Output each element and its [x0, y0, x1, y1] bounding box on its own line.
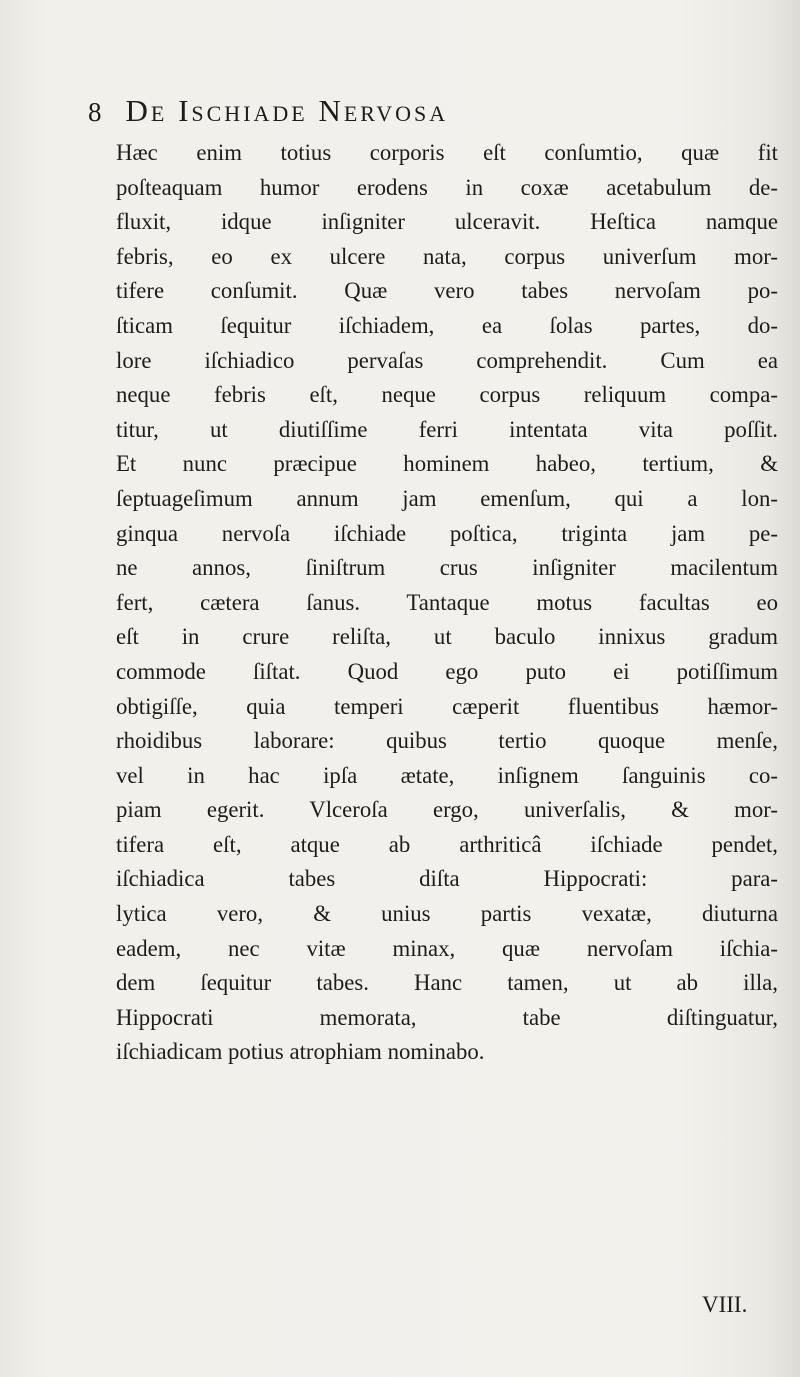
catchword: VIII.: [702, 1292, 748, 1317]
text-line: Hæc enim totius corporis eſt conſumtio, quæ fit: [116, 140, 778, 165]
text-line: ginqua nervoſa iſchiade poſtica, triginta jam pe-: [116, 520, 778, 546]
text-line: piam egerit. Vlceroſa ergo, univerſalis, & mor-: [116, 797, 778, 823]
text-line: eſt in crure reliſta, ut baculo innixus gradum: [116, 624, 778, 650]
text-line: Hippocrati memorata, tabe diſtinguatur,: [116, 1004, 778, 1030]
text-line: obtigiſſe, quia temperi cæperit fluentibus hæmor-: [116, 693, 778, 719]
text-line: neque febris eſt, neque corpus reliquum compa-: [116, 382, 778, 408]
text-line: fert, cætera ſanus. Tantaque motus facultas eo: [116, 589, 778, 615]
text-line: poſteaquam humor erodens in coxæ acetabulum de-: [116, 174, 778, 200]
text-line: tifere conſumit. Quæ vero tabes nervoſam po-: [116, 278, 778, 304]
running-title: De Ischiade Nervosa: [125, 93, 449, 128]
running-head: [88, 93, 728, 133]
text-line: lytica vero, & unius partis vexatæ, diuturna: [116, 901, 778, 927]
text-line: ſticam ſequitur iſchiadem, ea ſolas partes, do-: [116, 312, 778, 338]
text-line: tifera eſt, atque ab arthriticâ iſchiade pendet,: [116, 831, 778, 857]
text-line: iſchiadicam potius atrophiam nominabo.: [116, 1039, 485, 1065]
body-text: [116, 136, 778, 1070]
page-number: 8: [88, 97, 102, 127]
text-line: fluxit, idque inſigniter ulceravit. Heſtica namque: [116, 209, 778, 235]
text-line: iſchiadica tabes diſta Hippocrati: para-: [116, 866, 778, 892]
text-line: rhoidibus laborare: quibus tertio quoque menſe,: [116, 728, 778, 754]
text-line: ſeptuageſimum annum jam emenſum, qui a lon-: [116, 485, 778, 511]
text-line: febris, eo ex ulcere nata, corpus univerſum mor-: [116, 243, 778, 269]
text-line: lore iſchiadico pervaſas comprehendit. Cum ea: [116, 347, 778, 373]
text-line: vel in hac ipſa ætate, inſignem ſanguinis co-: [116, 762, 778, 788]
text-line: commode ſiſtat. Quod ego puto ei potiſſimum: [116, 658, 778, 684]
text-line: ne annos, ſiniſtrum crus inſigniter macilentum: [116, 555, 778, 581]
text-line: Et nunc præcipue hominem habeo, tertium, &: [116, 451, 778, 477]
text-line: titur, ut diutiſſime ferri intentata vita poſſit.: [116, 416, 778, 442]
text-line: eadem, nec vitæ minax, quæ nervoſam iſchia-: [116, 935, 778, 961]
text-line: dem ſequitur tabes. Hanc tamen, ut ab illa,: [116, 970, 778, 996]
